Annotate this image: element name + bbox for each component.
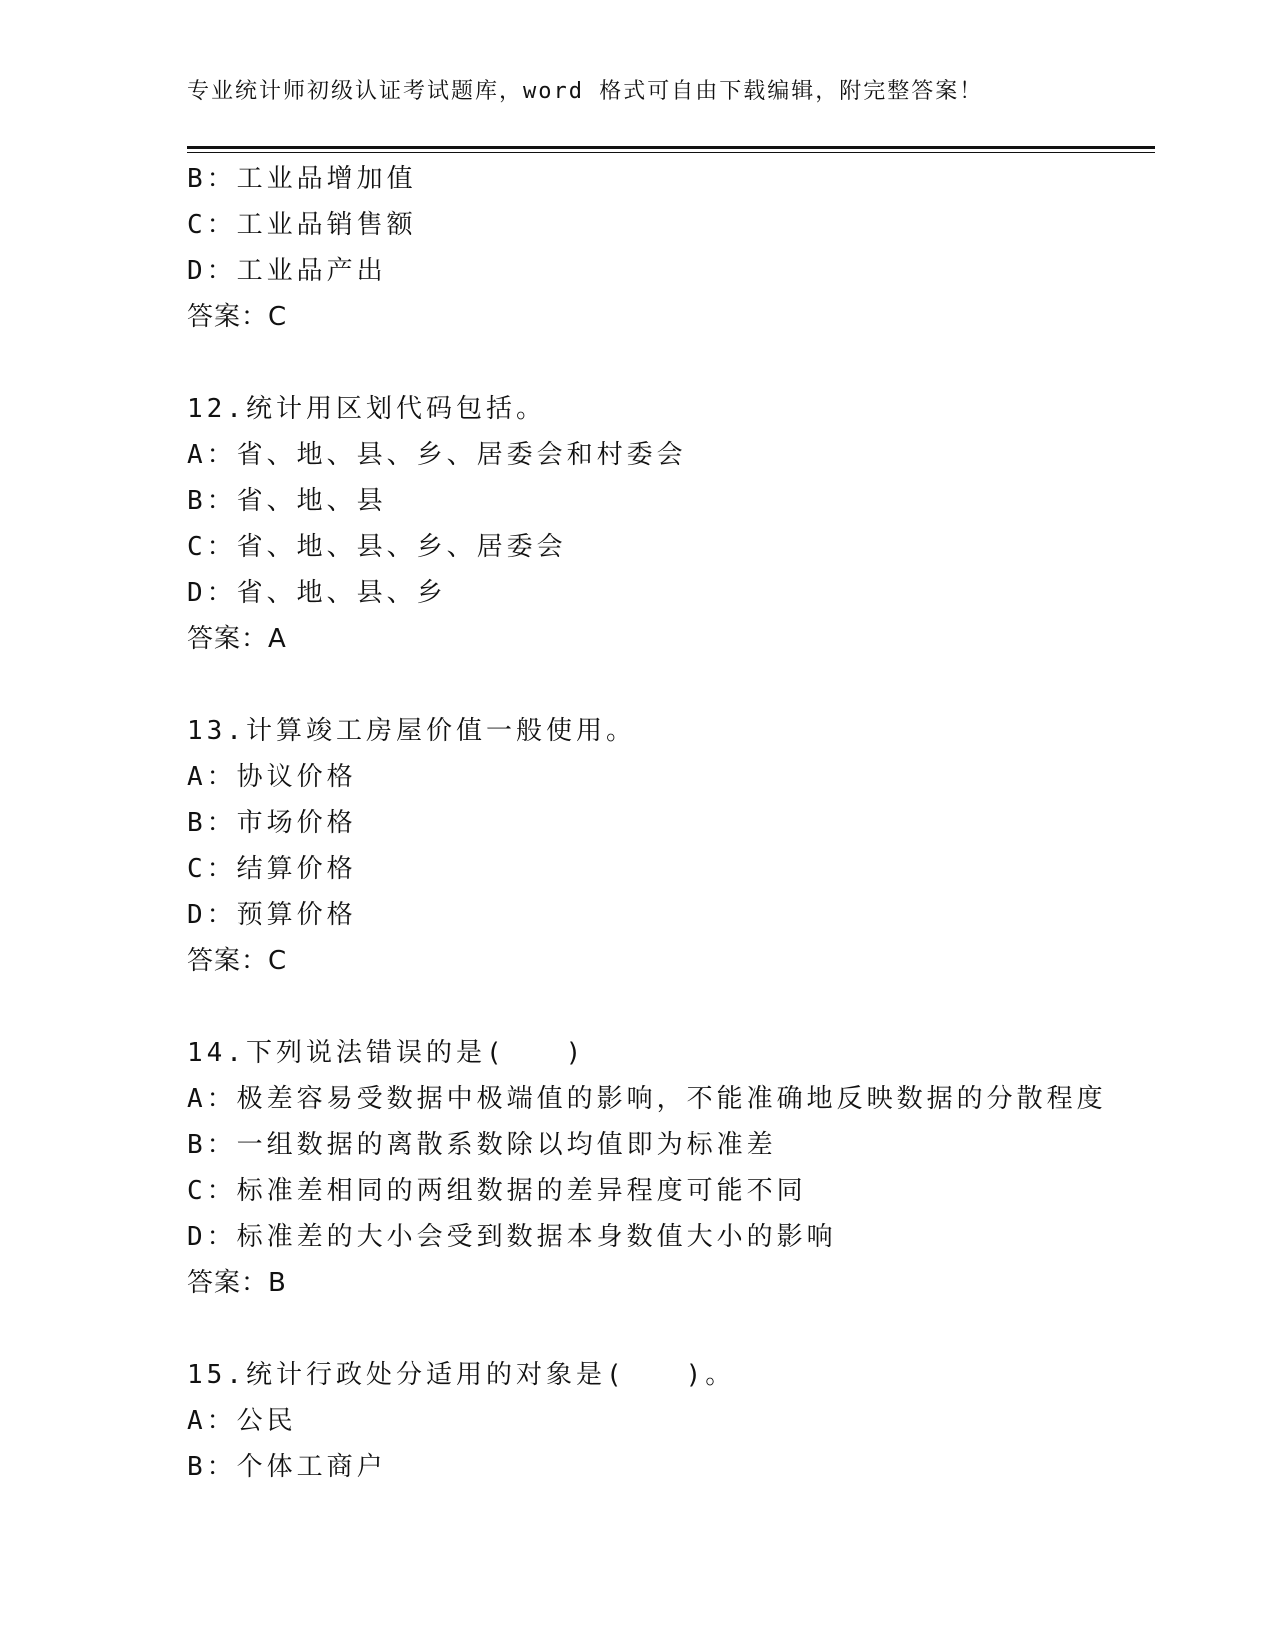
question-13 <box>187 708 1155 984</box>
option-c: C：结算价格 <box>187 854 357 884</box>
question-stem: 12.统计用区划代码包括。 <box>187 394 546 424</box>
spacer <box>187 984 1155 1030</box>
question-stem: 14.下列说法错误的是( ) <box>187 1038 586 1068</box>
answer-label: 答案：A <box>187 624 287 654</box>
spacer <box>187 1306 1155 1352</box>
answer-label: 答案：C <box>187 946 288 976</box>
option-b: B：工业品增加值 <box>187 164 417 194</box>
option-b: B：一组数据的离散系数除以均值即为标准差 <box>187 1130 777 1160</box>
option-c: C：工业品销售额 <box>187 210 417 240</box>
page-header: 专业统计师初级认证考试题库，word 格式可自由下载编辑，附完整答案！ <box>187 79 984 104</box>
option-c: C：标准差相同的两组数据的差异程度可能不同 <box>187 1176 807 1206</box>
option-d: D：工业品产出 <box>187 256 387 286</box>
option-d: D：省、地、县、乡 <box>187 578 447 608</box>
option-a: A：协议价格 <box>187 762 357 792</box>
spacer <box>187 340 1155 386</box>
option-a: A：极差容易受数据中极端值的影响，不能准确地反映数据的分散程度 <box>187 1084 1107 1114</box>
answer-label: 答案：C <box>187 302 288 332</box>
spacer <box>187 662 1155 708</box>
question-12 <box>187 386 1155 662</box>
option-b: B：市场价格 <box>187 808 357 838</box>
answer-label: 答案：B <box>187 1268 287 1298</box>
question-stem: 15.统计行政处分适用的对象是( )。 <box>187 1360 736 1390</box>
question-stem: 13.计算竣工房屋价值一般使用。 <box>187 716 636 746</box>
question-11-continued <box>187 156 1155 340</box>
header-rule-thin <box>187 152 1155 153</box>
option-c: C：省、地、县、乡、居委会 <box>187 532 567 562</box>
option-b: B：个体工商户 <box>187 1452 387 1482</box>
question-list <box>187 156 1155 1490</box>
header-rule-thick <box>187 146 1155 149</box>
option-a: A：公民 <box>187 1406 297 1436</box>
option-d: D：预算价格 <box>187 900 357 930</box>
option-b: B：省、地、县 <box>187 486 387 516</box>
question-14 <box>187 1030 1155 1306</box>
question-15 <box>187 1352 1155 1490</box>
option-a: A：省、地、县、乡、居委会和村委会 <box>187 440 687 470</box>
option-d: D：标准差的大小会受到数据本身数值大小的影响 <box>187 1222 837 1252</box>
